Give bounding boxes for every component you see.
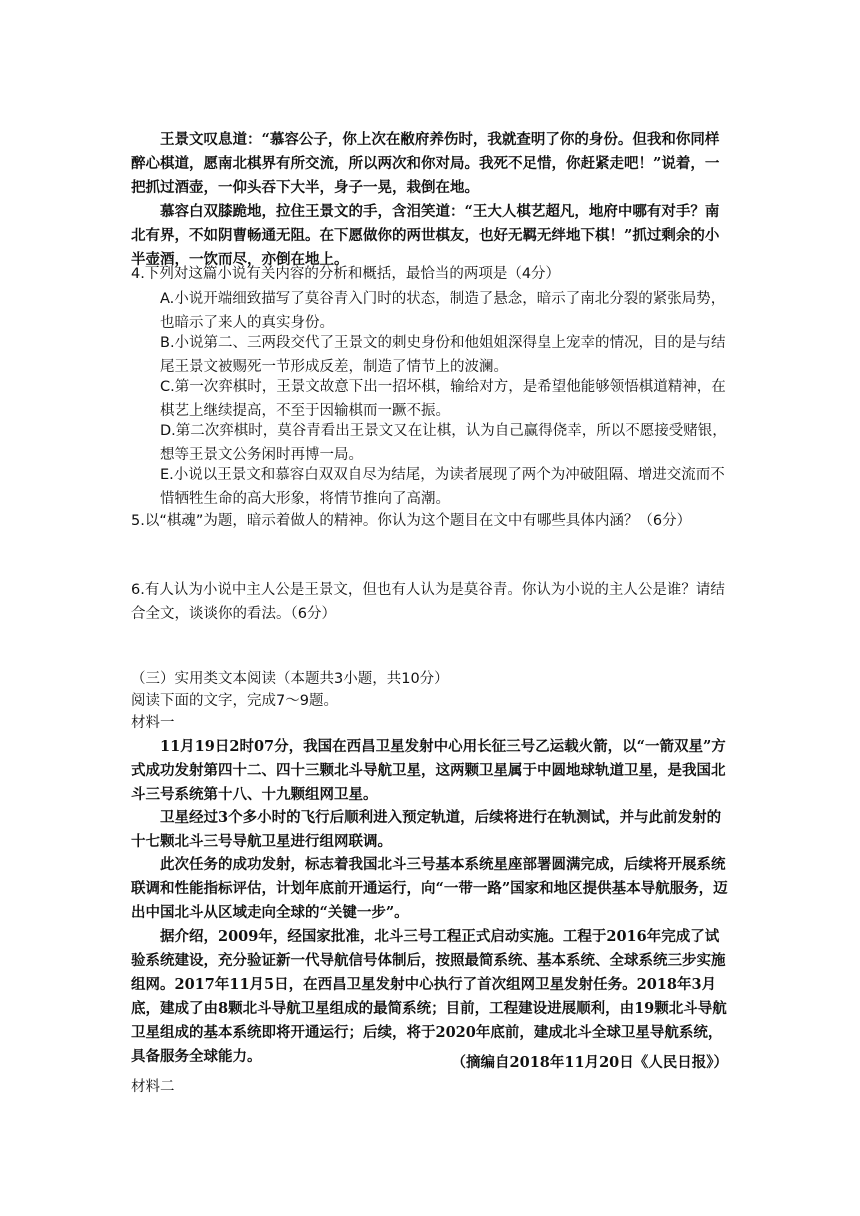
- question-4-option-a: A.小说开端细致描写了莫谷青入门时的状态，制造了悬念，暗示了南北分裂的紧张局势，也暗示了来人的真实身份。: [160, 291, 726, 331]
- question-4-option-b: B.小说第二、三两段交代了王景文的刺史身份和他姐姐深得皇上宠幸的情况，目的是与结尾王景文被赐死一节形成反差，制造了情节上的波澜。: [160, 335, 726, 375]
- question-6-stem: 6.有人认为小说中主人公是王景文，但也有人认为是莫谷青。你认为小说的主人公是谁？请结合全文，谈谈你的看法。（6分）: [131, 582, 725, 622]
- story-paragraph-2: 慕容白双膝跪地，拉住王景文的手，含泪笑道：“王大人棋艺超凡，地府中哪有对手？南北有界，不如阴曹畅通无阻。在下愿做你的两世棋友，也好无羁无绊地下棋！”抓过剩余的小半壶酒，一饮而尽，亦倒在地上。: [131, 203, 720, 268]
- material-1-paragraph-4: 据介绍，2009年，经国家批准，北斗三号工程正式启动实施。工程于2016年完成了试验系统建设，充分验证新一代导航信号体制后，按照最简系统、基本系统、全球系统三步实施组网。2017年11月5日，在西昌卫星发射中心执行了首次组网卫星发射任务。2018年3月底，建成了由8颗北斗导航卫星组成的最简系统；目前，工程建设进展顺利，由19颗北斗导航卫星组成的基本系统即将开通运行；后续，将于2020年底前，建成北斗全球卫星导航系统，具备服务全球能力。: [131, 928, 727, 1065]
- material-1-label: 材料一: [131, 715, 175, 731]
- question-5-stem: 5.以“棋魂”为题，暗示着做人的精神。你认为这个题目在文中有哪些具体内涵？（6分）: [131, 513, 692, 529]
- question-4-option-d: D.第二次弈棋时，莫谷青看出王景文又在让棋，认为自己赢得侥幸，所以不愿接受赌银，想等王景文公务闲时再博一局。: [160, 423, 727, 463]
- question-4-stem: 4.下列对这篇小说有关内容的分析和概括，最恰当的两项是（4分）: [131, 266, 561, 282]
- material-1-paragraph-3: 此次任务的成功发射，标志着我国北斗三号基本系统星座部署圆满完成，后续将开展系统联调和性能指标评估，计划年底前开通运行，向“一带一路”国家和地区提供基本导航服务，迈出中国北斗从区域走向全球的“关键一步”。: [131, 856, 728, 921]
- material-1-source: （摘编自2018年11月20日《人民日报》）: [451, 1054, 728, 1071]
- section-3-heading: （三）实用类文本阅读（本题共3小题，共10分）: [131, 671, 449, 687]
- story-paragraph-1: 王景文叹息道：“慕容公子，你上次在敝府养伤时，我就查明了你的身份。但我和你同样醉心棋道，愿南北棋界有所交流，所以两次和你对局。我死不足惜，你赶紧走吧！”说着，一把抓过酒壶，一仰头吞下大半，身子一晃，栽倒在地。: [131, 131, 720, 196]
- material-2-label: 材料二: [131, 1079, 175, 1095]
- material-1-paragraph-1: 11月19日2时07分，我国在西昌卫星发射中心用长征三号乙运载火箭，以“一箭双星”方式成功发射第四十二、四十三颗北斗导航卫星，这两颗卫星属于中圆地球轨道卫星，是我国北斗三号系统第十八、十九颗组网卫星。: [131, 738, 726, 803]
- question-4-option-e: E.小说以王景文和慕容白双双自尽为结尾，为读者展现了两个为冲破阻隔、增进交流而不惜牺牲生命的高大形象，将情节推向了高潮。: [160, 467, 725, 507]
- material-1-paragraph-2: 卫星经过3个多小时的飞行后顺利进入预定轨道，后续将进行在轨测试，并与此前发射的十七颗北斗三号导航卫星进行组网联调。: [131, 809, 722, 850]
- section-3-instruction: 阅读下面的文字，完成7～9题。: [131, 693, 338, 709]
- question-4-option-c: C.第一次弈棋时，王景文故意下出一招坏棋，输给对方，是希望他能够领悟棋道精神，在棋艺上继续提高，不至于因输棋而一蹶不振。: [160, 379, 726, 419]
